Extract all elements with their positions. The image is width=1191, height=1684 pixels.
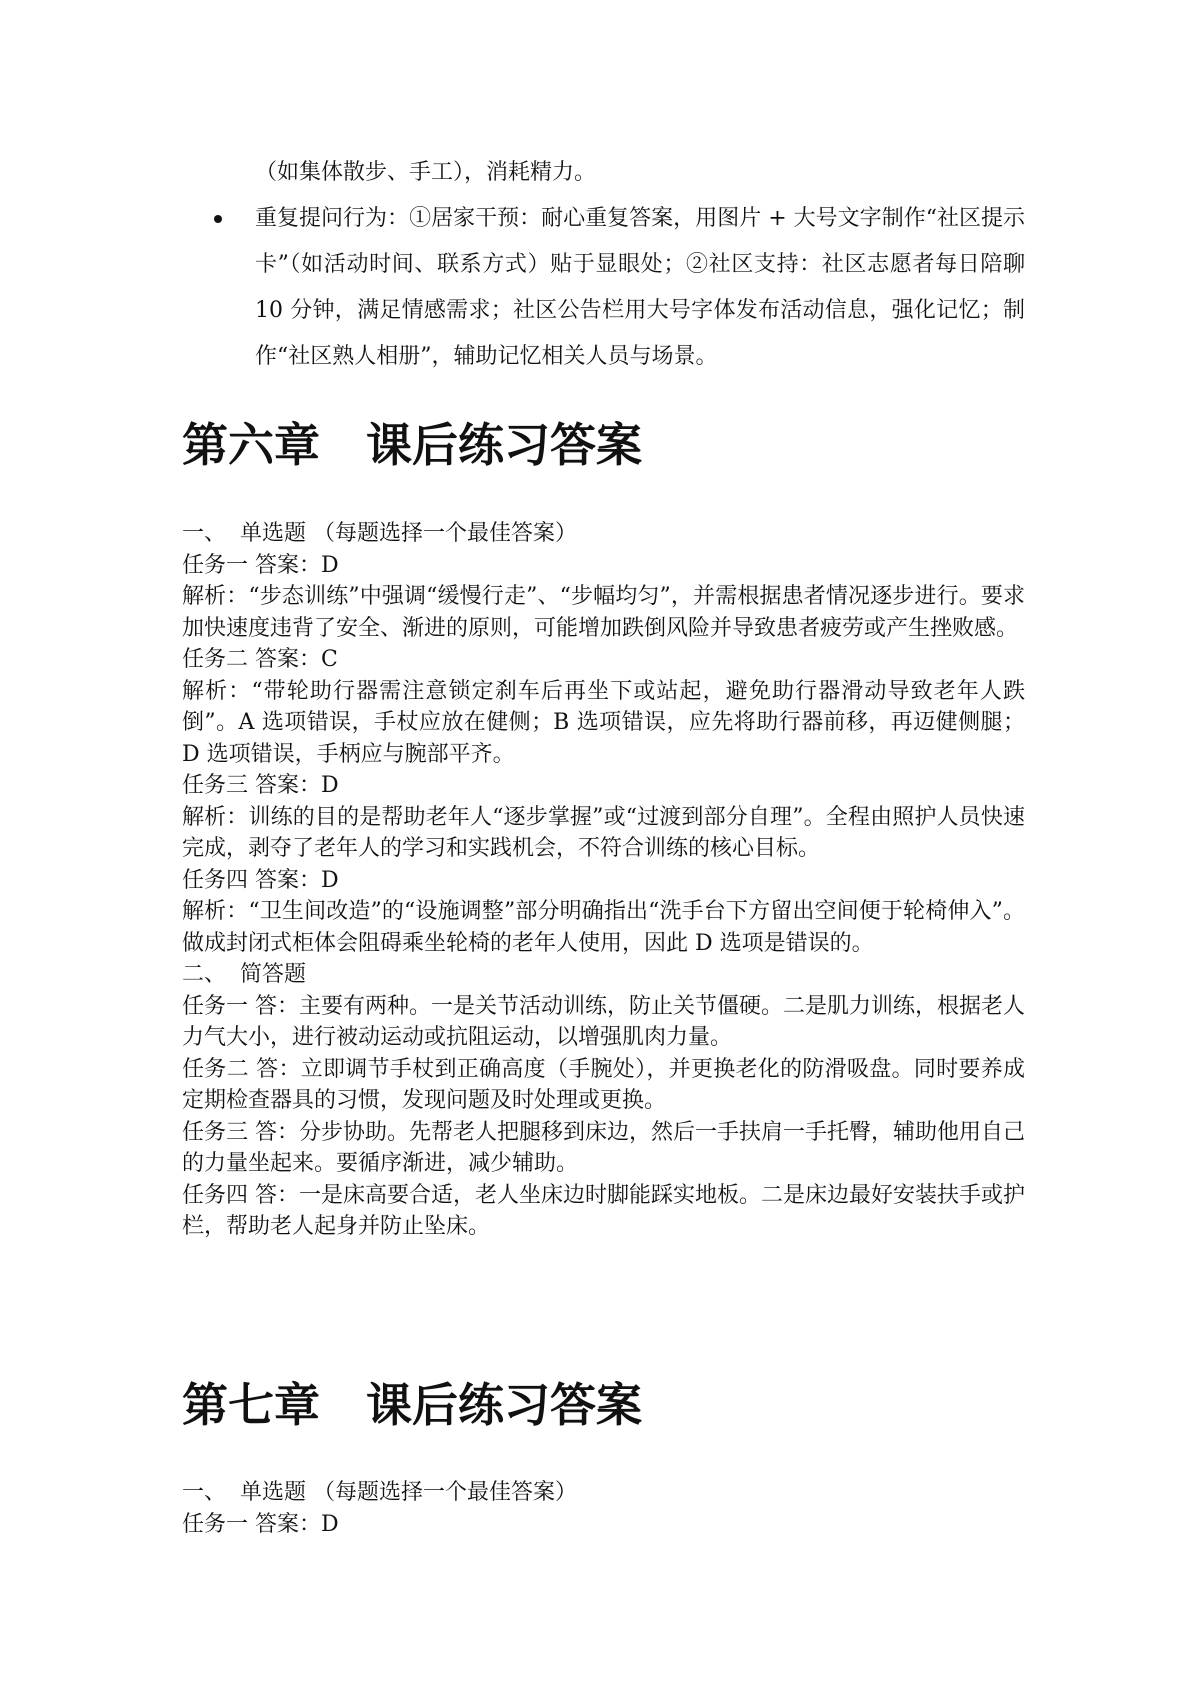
chapter6-sa-answer-1: 任务一 答：主要有两种。一是关节活动训练，防止关节僵硬。二是肌力训练，根据老人力气大小，进行被动运动或抗阻运动，以增强肌肉力量。 bbox=[182, 993, 1025, 1050]
chapter6-sa-answer-4: 任务四 答：一是床高要合适，老人坐床边时脚能踩实地板。二是床边最好安装扶手或护栏，帮助老人起身并防止坠床。 bbox=[182, 1182, 1025, 1239]
chapter6-sa-answer-3: 任务三 答：分步协助。先帮老人把腿移到床边，然后一手扶肩一手托臀，辅助他用自己的力量坐起来。要循序渐进，减少辅助。 bbox=[182, 1119, 1025, 1176]
bullet-dot-icon bbox=[214, 215, 222, 223]
chapter7-mc-heading: 一、 单选题 （每题选择一个最佳答案） bbox=[182, 1480, 577, 1505]
bullet-text: 重复提问行为：①居家干预：耐心重复答案，用图片 + 大号文字制作“社区提示卡”（如活动时间、联系方式）贴于显眼处；②社区支持：社区志愿者每日陪聊 10 分钟，满足情感需求；社区公告栏用大号字体发布活动信息，强化记忆；制作“社区熟人相册”，辅助记忆相关人员与场景。 bbox=[255, 206, 1025, 369]
chapter6-section bbox=[182, 518, 1025, 1243]
chapter6-mc-answer-1: 任务一 答案：D bbox=[182, 552, 339, 578]
chapter6-sa-answer-2: 任务二 答：立即调节手杖到正确高度（手腕处），并更换老化的防滑吸盘。同时要养成定期检查器具的习惯，发现问题及时处理或更换。 bbox=[182, 1056, 1025, 1113]
chapter6-sa-heading: 二、 简答题 bbox=[182, 962, 306, 987]
chapter7-title: 第七章 课后练习答案 bbox=[182, 1378, 642, 1432]
chapter6-mc-explanation-4: 解析：“卫生间改造”的“设施调整”部分明确指出“洗手台下方留出空间便于轮椅伸入”。做成封闭式柜体会阻碍乘坐轮椅的老年人使用，因此 D 选项是错误的。 bbox=[182, 899, 1025, 956]
continuation-line: （如集体散步、手工），消耗精力。 bbox=[255, 160, 597, 185]
bullet-list bbox=[214, 196, 1025, 380]
chapter6-mc-answer-4: 任务四 答案：D bbox=[182, 867, 339, 893]
chapter6-mc-explanation-3: 解析：训练的目的是帮助老年人“逐步掌握”或“过渡到部分自理”。全程由照护人员快速完成，剥夺了老年人的学习和实践机会，不符合训练的核心目标。 bbox=[182, 804, 1025, 861]
chapter6-mc-answer-2: 任务二 答案：C bbox=[182, 647, 338, 672]
bullet-item bbox=[214, 196, 1025, 380]
chapter6-mc-explanation-2: 解析：“带轮助行器需注意锁定刹车后再坐下或站起，避免助行器滑动导致老年人跌倒”。A 选项错误，手杖应放在健侧；B 选项错误，应先将助行器前移，再迈健侧腿；D 选项错误，手柄应与腕部平齐。 bbox=[182, 678, 1025, 767]
chapter6-mc-heading: 一、 单选题 （每题选择一个最佳答案） bbox=[182, 521, 577, 546]
chapter7-mc-answer-1: 任务一 答案：D bbox=[182, 1511, 339, 1537]
chapter6-mc-explanation-1: 解析：“步态训练”中强调“缓慢行走”、“步幅均匀”，并需根据患者情况逐步进行。要求加快速度违背了安全、渐进的原则，可能增加跌倒风险并导致患者疲劳或产生挫败感。 bbox=[182, 584, 1025, 641]
chapter7-section bbox=[182, 1477, 1025, 1540]
chapter6-title: 第六章 课后练习答案 bbox=[182, 418, 642, 472]
chapter6-mc-answer-3: 任务三 答案：D bbox=[182, 773, 339, 798]
